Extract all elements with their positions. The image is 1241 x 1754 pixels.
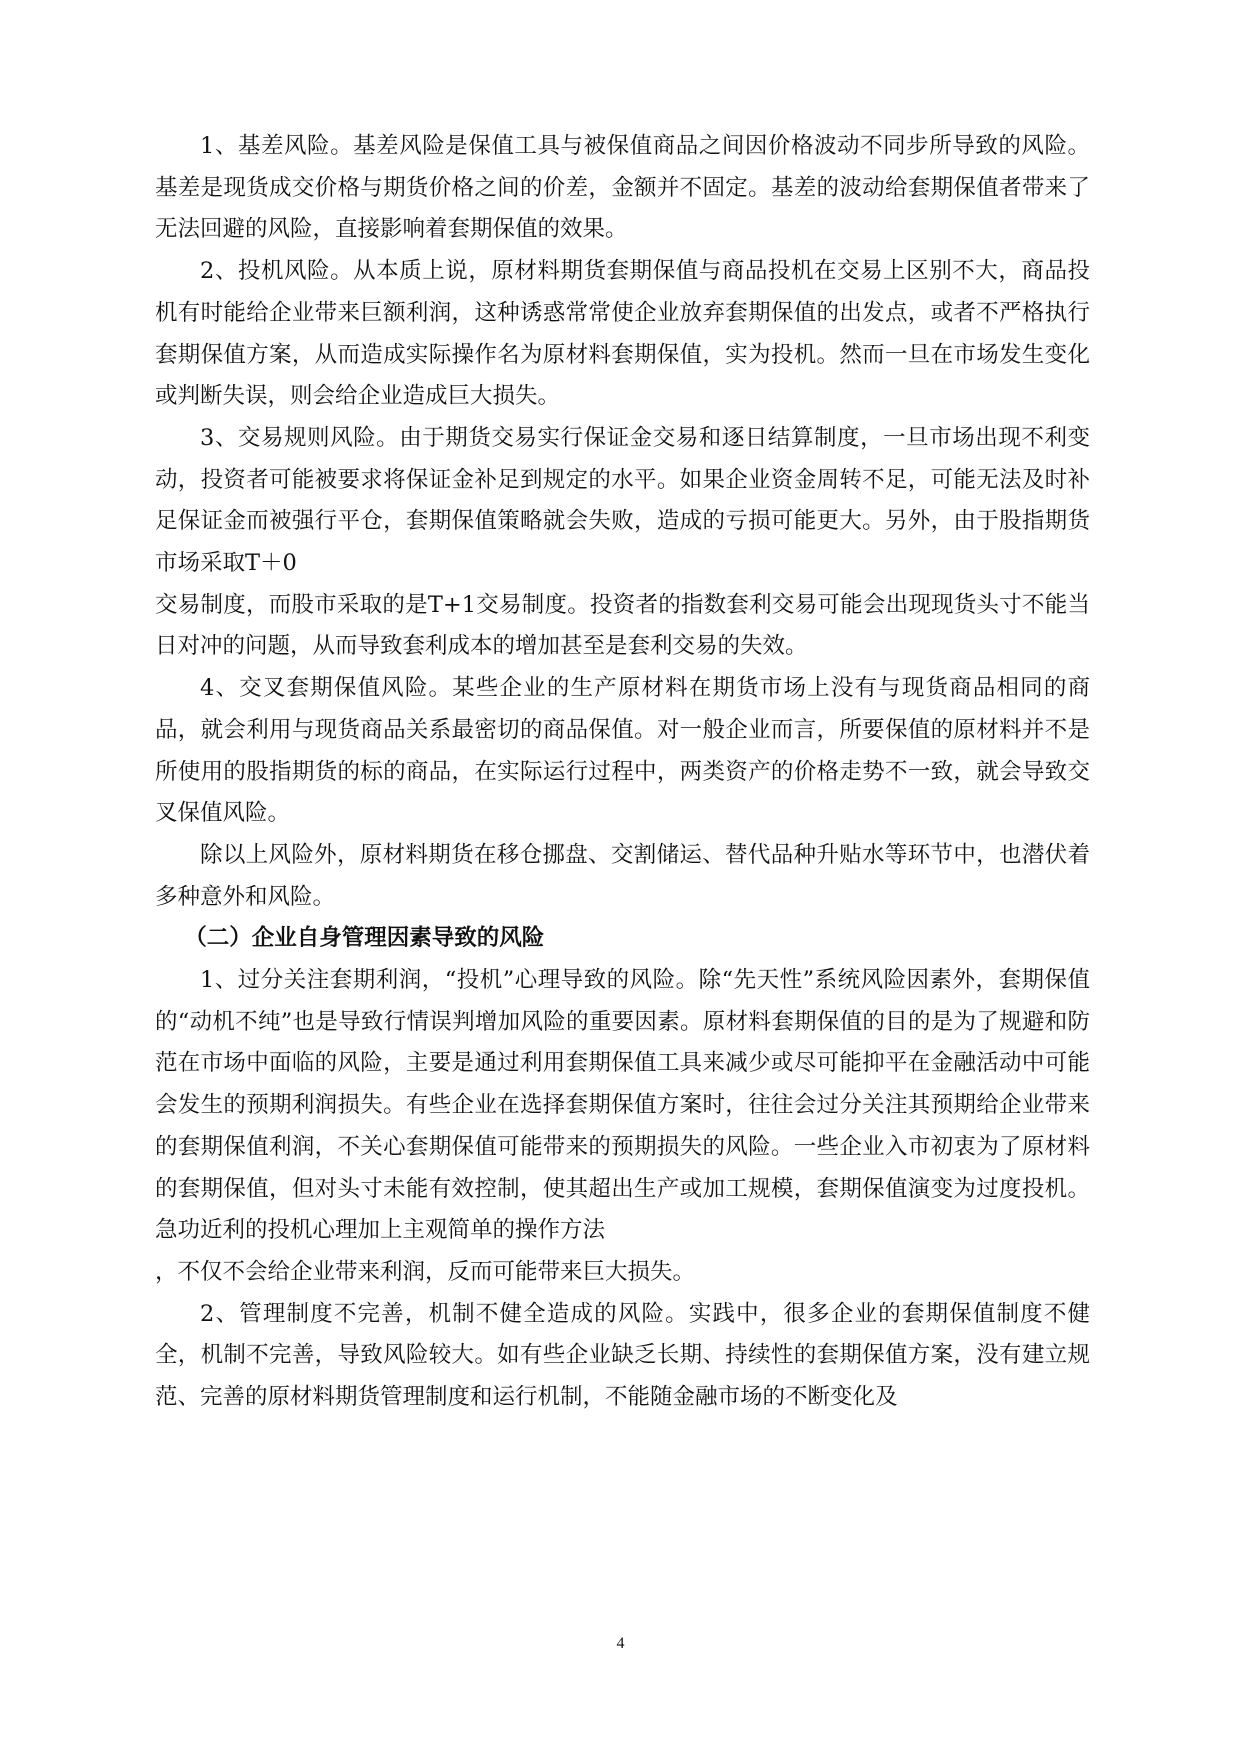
section-heading: （二）企业自身管理因素导致的风险 bbox=[184, 925, 545, 952]
page-number: 4 bbox=[616, 1635, 625, 1652]
paragraph-management-risk: 2、管理制度不完善，机制不健全造成的风险。实践中，很多企业的套期保值制度不健全，机制不完善，导致风险较大。如有些企业缺乏长期、持续性的套期保值方案，没有建立规范、完善的原材料期货管理制度和运行机制，不能随金融市场的不断变化及 bbox=[155, 1300, 1090, 1411]
paragraph-profit-focus-risk: 1、过分关注套期利润，“投机”心理导致的风险。除“先天性”系统风险因素外，套期保值的“动机不纯”也是导致行情误判增加风险的重要因素。原材料套期保值的目的是为了规避和防范在市场中面临的风险，主要是通过利用套期保值工具来减少或尽可能抑平在金融活动中可能会发生的预期利润损失。有些企业在选择套期保值方案时，往往会过分关注其预期给企业带来的套期保值利润，不关心套期保值可能带来的预期损失的风险。一些企业入市初衷为了原材料的套期保值，但对头寸未能有效控制，使其超出生产或加工规模，套期保值演变为过度投机。急功近利的投机心理加上主观简单的操作方法 bbox=[155, 967, 1090, 1244]
paragraph-other-risks: 除以上风险外，原材料期货在移仓挪盘、交割储运、替代品种升贴水等环节中，也潜伏着多种意外和风险。 bbox=[155, 841, 1090, 910]
paragraph-profit-focus-risk-cont: ，不仅不会给企业带来利润，反而可能带来巨大损失。 bbox=[155, 1258, 696, 1285]
document-body bbox=[155, 126, 1090, 1419]
paragraph-trading-rule-risk: 3、交易规则风险。由于期货交易实行保证金交易和逐日结算制度，一旦市场出现不利变动，投资者可能被要求将保证金补足到规定的水平。如果企业资金周转不足，可能无法及时补足保证金而被强行平仓，套期保值策略就会失败，造成的亏损可能更大。另外，由于股指期货市场采取T＋0 bbox=[155, 424, 1090, 577]
paragraph-cross-hedge-risk: 4、交叉套期保值风险。某些企业的生产原材料在期货市场上没有与现货商品相同的商品，就会利用与现货商品关系最密切的商品保值。对一般企业而言，所要保值的原材料并不是所使用的股指期货的标的商品，在实际运行过程中，两类资产的价格走势不一致，就会导致交叉保值风险。 bbox=[155, 675, 1090, 827]
paragraph-speculation-risk: 2、投机风险。从本质上说，原材料期货套期保值与商品投机在交易上区别不大，商品投机有时能给企业带来巨额利润，这种诱惑常常使企业放弃套期保值的出发点，或者不严格执行套期保值方案，从而造成实际操作名为原材料套期保值，实为投机。然而一旦在市场发生变化或判断失误，则会给企业造成巨大损失。 bbox=[155, 258, 1090, 410]
paragraph-basis-risk: 1、基差风险。基差风险是保值工具与被保值商品之间因价格波动不同步所导致的风险。基差是现货成交价格与期货价格之间的价差，金额并不固定。基差的波动给套期保值者带来了无法回避的风险，直接影响着套期保值的效果。 bbox=[155, 133, 1090, 243]
paragraph-trading-rule-risk-cont: 交易制度，而股市采取的是T+1交易制度。投资者的指数套利交易可能会出现现货头寸不能当日对冲的问题，从而导致套利成本的增加甚至是套利交易的失效。 bbox=[155, 591, 1090, 660]
